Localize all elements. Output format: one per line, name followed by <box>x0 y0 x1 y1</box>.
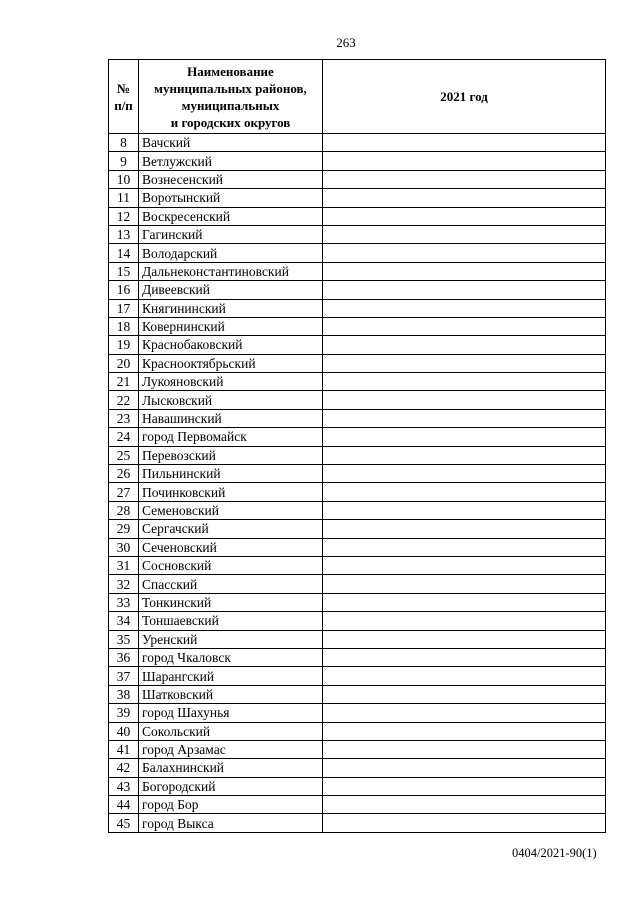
page-number: 263 <box>336 35 356 50</box>
row-value-2021 <box>323 722 606 740</box>
header-year: 2021 год <box>323 60 606 134</box>
table-header-row <box>109 60 606 134</box>
row-municipality-name: Спасский <box>139 575 323 593</box>
table-row <box>109 759 606 777</box>
row-number: 36 <box>109 648 139 666</box>
row-municipality-name: Княгининский <box>139 299 323 317</box>
table-row <box>109 281 606 299</box>
row-municipality-name: Воскресенский <box>139 207 323 225</box>
row-value-2021 <box>323 704 606 722</box>
row-number: 8 <box>109 134 139 152</box>
row-municipality-name: Сергачский <box>139 520 323 538</box>
row-value-2021 <box>323 556 606 574</box>
row-value-2021 <box>323 648 606 666</box>
row-number: 28 <box>109 501 139 519</box>
row-municipality-name: Дивеевский <box>139 281 323 299</box>
table-row <box>109 796 606 814</box>
row-municipality-name: Шарангский <box>139 667 323 685</box>
table-body <box>109 134 606 833</box>
row-number: 29 <box>109 520 139 538</box>
row-municipality-name: город Чкаловск <box>139 648 323 666</box>
row-number: 32 <box>109 575 139 593</box>
table-row <box>109 556 606 574</box>
table-row <box>109 685 606 703</box>
municipal-table <box>108 59 606 833</box>
row-number: 44 <box>109 796 139 814</box>
row-number: 13 <box>109 225 139 243</box>
row-municipality-name: Лукояновский <box>139 373 323 391</box>
row-value-2021 <box>323 428 606 446</box>
row-municipality-name: Шатковский <box>139 685 323 703</box>
row-number: 43 <box>109 777 139 795</box>
table-row <box>109 667 606 685</box>
row-number: 14 <box>109 244 139 262</box>
row-municipality-name: Сокольский <box>139 722 323 740</box>
row-municipality-name: Навашинский <box>139 409 323 427</box>
header-name-line: муниципальных <box>181 97 280 113</box>
table-row <box>109 373 606 391</box>
table-row <box>109 244 606 262</box>
row-municipality-name: город Первомайск <box>139 428 323 446</box>
row-number: 20 <box>109 354 139 372</box>
row-value-2021 <box>323 170 606 188</box>
table-row <box>109 225 606 243</box>
row-value-2021 <box>323 409 606 427</box>
row-number: 33 <box>109 593 139 611</box>
row-municipality-name: Ковернинский <box>139 317 323 335</box>
row-number: 41 <box>109 740 139 758</box>
row-value-2021 <box>323 575 606 593</box>
row-number: 24 <box>109 428 139 446</box>
row-municipality-name: Володарский <box>139 244 323 262</box>
header-name <box>139 60 323 134</box>
row-value-2021 <box>323 281 606 299</box>
row-municipality-name: Семеновский <box>139 501 323 519</box>
row-number: 9 <box>109 152 139 170</box>
row-municipality-name: Пильнинский <box>139 465 323 483</box>
document-code: 0404/2021-90(1) <box>512 846 597 860</box>
row-municipality-name: Балахнинский <box>139 759 323 777</box>
row-municipality-name: Ветлужский <box>139 152 323 170</box>
table-row <box>109 336 606 354</box>
row-number: 27 <box>109 483 139 501</box>
row-value-2021 <box>323 593 606 611</box>
row-value-2021 <box>323 483 606 501</box>
table-row <box>109 317 606 335</box>
header-name-line: муниципальных районов, <box>154 80 307 96</box>
row-value-2021 <box>323 759 606 777</box>
row-number: 19 <box>109 336 139 354</box>
table-row <box>109 189 606 207</box>
row-municipality-name: город Шахунья <box>139 704 323 722</box>
table-row <box>109 612 606 630</box>
row-value-2021 <box>323 796 606 814</box>
table-row <box>109 134 606 152</box>
row-number: 15 <box>109 262 139 280</box>
row-municipality-name: Починковский <box>139 483 323 501</box>
row-municipality-name: город Выкса <box>139 814 323 832</box>
header-name-line: Наименование <box>187 63 274 79</box>
table-row <box>109 428 606 446</box>
row-value-2021 <box>323 612 606 630</box>
row-number: 21 <box>109 373 139 391</box>
table-row <box>109 501 606 519</box>
row-number: 39 <box>109 704 139 722</box>
row-value-2021 <box>323 152 606 170</box>
row-number: 18 <box>109 317 139 335</box>
table-row <box>109 170 606 188</box>
row-municipality-name: Тонкинский <box>139 593 323 611</box>
row-number: 40 <box>109 722 139 740</box>
table-row <box>109 648 606 666</box>
table-row <box>109 777 606 795</box>
row-number: 42 <box>109 759 139 777</box>
header-num <box>109 60 139 134</box>
row-value-2021 <box>323 685 606 703</box>
row-value-2021 <box>323 189 606 207</box>
row-number: 22 <box>109 391 139 409</box>
table-row <box>109 538 606 556</box>
row-municipality-name: Сеченовский <box>139 538 323 556</box>
row-number: 35 <box>109 630 139 648</box>
table-row <box>109 446 606 464</box>
row-number: 11 <box>109 189 139 207</box>
row-value-2021 <box>323 373 606 391</box>
table-row <box>109 740 606 758</box>
row-number: 10 <box>109 170 139 188</box>
row-municipality-name: Богородский <box>139 777 323 795</box>
row-municipality-name: Сосновский <box>139 556 323 574</box>
header-num-line: № <box>116 80 131 96</box>
row-number: 12 <box>109 207 139 225</box>
row-municipality-name: Перевозский <box>139 446 323 464</box>
row-value-2021 <box>323 520 606 538</box>
row-number: 31 <box>109 556 139 574</box>
row-number: 34 <box>109 612 139 630</box>
row-municipality-name: Воротынский <box>139 189 323 207</box>
header-name-line: и городских округов <box>170 114 291 130</box>
row-municipality-name: Краснобаковский <box>139 336 323 354</box>
header-num-line: п/п <box>114 97 133 113</box>
row-value-2021 <box>323 244 606 262</box>
table-row <box>109 391 606 409</box>
row-municipality-name: Вознесенский <box>139 170 323 188</box>
table-row <box>109 152 606 170</box>
table-row <box>109 409 606 427</box>
row-value-2021 <box>323 317 606 335</box>
row-number: 30 <box>109 538 139 556</box>
row-value-2021 <box>323 207 606 225</box>
row-municipality-name: город Арзамас <box>139 740 323 758</box>
table-row <box>109 483 606 501</box>
row-value-2021 <box>323 225 606 243</box>
table-row <box>109 520 606 538</box>
row-number: 37 <box>109 667 139 685</box>
row-municipality-name: Вачский <box>139 134 323 152</box>
row-number: 23 <box>109 409 139 427</box>
row-value-2021 <box>323 299 606 317</box>
table-row <box>109 704 606 722</box>
table-row <box>109 575 606 593</box>
row-value-2021 <box>323 667 606 685</box>
row-value-2021 <box>323 630 606 648</box>
row-number: 38 <box>109 685 139 703</box>
row-number: 45 <box>109 814 139 832</box>
table-row <box>109 593 606 611</box>
row-value-2021 <box>323 336 606 354</box>
row-number: 26 <box>109 465 139 483</box>
table-row <box>109 299 606 317</box>
row-value-2021 <box>323 262 606 280</box>
table-row <box>109 630 606 648</box>
table-row <box>109 207 606 225</box>
row-municipality-name: Лысковский <box>139 391 323 409</box>
row-value-2021 <box>323 501 606 519</box>
table-row <box>109 465 606 483</box>
table-row <box>109 814 606 832</box>
row-number: 16 <box>109 281 139 299</box>
row-value-2021 <box>323 777 606 795</box>
row-number: 17 <box>109 299 139 317</box>
row-value-2021 <box>323 740 606 758</box>
row-municipality-name: Тоншаевский <box>139 612 323 630</box>
table-row <box>109 722 606 740</box>
row-municipality-name: Дальнеконстантиновский <box>139 262 323 280</box>
row-municipality-name: Гагинский <box>139 225 323 243</box>
row-value-2021 <box>323 134 606 152</box>
row-value-2021 <box>323 354 606 372</box>
row-value-2021 <box>323 391 606 409</box>
row-number: 25 <box>109 446 139 464</box>
row-value-2021 <box>323 446 606 464</box>
table-row <box>109 354 606 372</box>
table-row <box>109 262 606 280</box>
row-value-2021 <box>323 465 606 483</box>
row-value-2021 <box>323 538 606 556</box>
row-value-2021 <box>323 814 606 832</box>
row-municipality-name: Уренский <box>139 630 323 648</box>
row-municipality-name: город Бор <box>139 796 323 814</box>
row-municipality-name: Краснооктябрьский <box>139 354 323 372</box>
